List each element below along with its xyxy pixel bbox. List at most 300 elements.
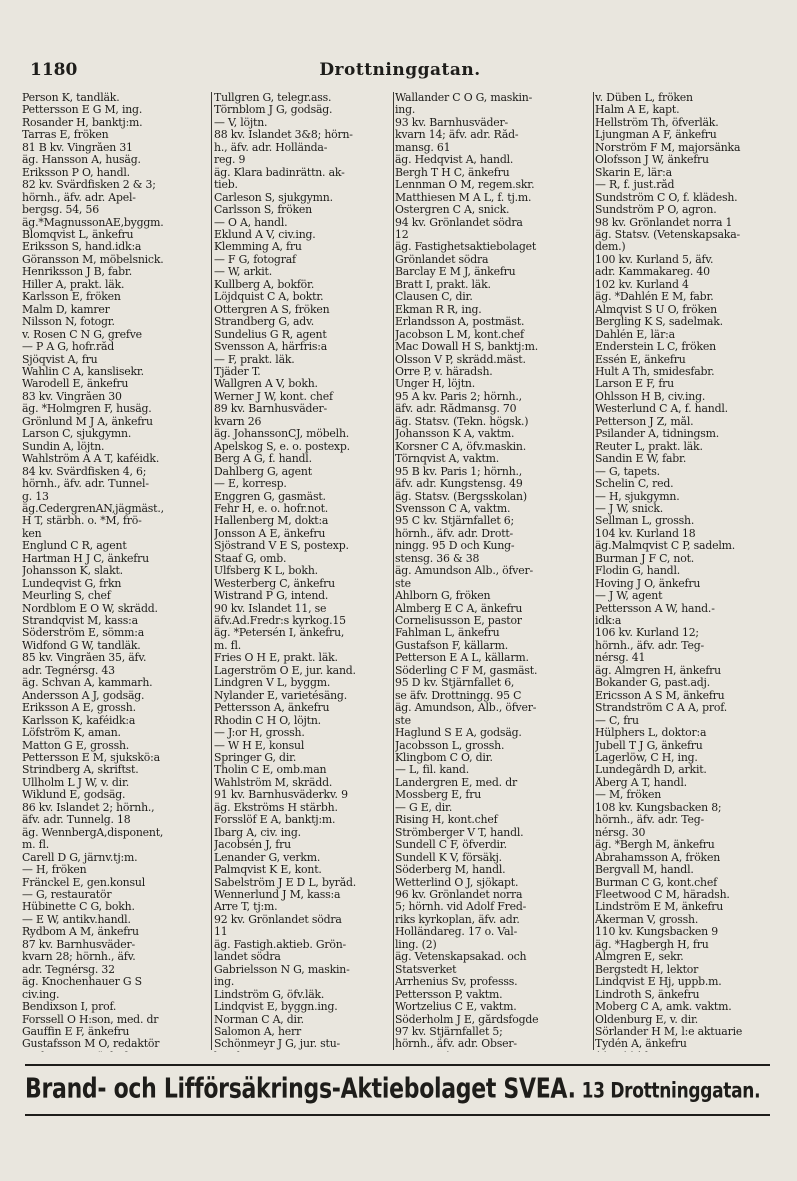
directory-entry: Lennman O M, regem.skr. [395,179,535,192]
directory-entry: Hübinette C G, bokh. [22,901,135,914]
directory-entry: äg. Statsv. (Tekn. högsk.) [395,415,529,428]
footer-rule-bottom [25,1114,770,1116]
directory-entry: äfv. adr. Kungstensg. 49 [395,478,523,491]
directory-entry: Klemming A, fru [214,241,302,254]
directory-entry: Bendixson I, prof. [22,1001,117,1014]
directory-entry: Skarin E, lär:a [595,166,672,179]
directory-entry: Forssell O H:son, med. dr [22,1013,159,1026]
directory-entry: ken [22,527,42,540]
directory-entry: — G, restauratör [22,889,112,901]
directory-entry: Olsson V P, skrädd.mäst. [395,353,526,366]
directory-entry: Strandberg G, adv. [214,316,314,329]
directory-entry: Warodell E, änkefru [22,378,129,391]
directory-entry: idk:a [595,615,622,628]
directory-entry: Sörlander H M, l:e aktuarie [595,1025,743,1038]
directory-entry: Wetterlind O J, sjökapt. [395,876,519,889]
directory-entry: Tarras E, fröken [22,129,109,142]
directory-entry: Ljungman A F, änkefru [595,129,717,142]
directory-entry: Abrahamsson A, fröken [595,851,721,864]
directory-entry: Henriksson J B, fabr. [22,266,132,279]
directory-entry: Sundell C F, öfverdir. [395,839,507,852]
directory-entry: 110 kv. Kungsbacken 9 [595,926,718,939]
directory-entry: Jacobson L M, kont.chef [395,328,524,341]
directory-entry: Cornelisusson E, pastor [395,615,522,628]
directory-entry: Arrhenius Sv, professs. [395,976,518,989]
directory-entry: kvarn 26 [214,415,262,428]
directory-entry: Fränckel E, gen.konsul [22,876,145,889]
page-number: 1180 [30,60,78,80]
directory-entry: — L, fil. kand. [395,764,469,777]
directory-entry: Springer G, dir. [214,752,297,765]
directory-entry: 98 kv. Grönlandet norra 1 [595,216,733,229]
directory-entry: Eriksson S, hand.idk:a [22,241,142,254]
directory-entry: Grönlandet södra [395,253,489,266]
directory-entry: Halm A E, kapt. [595,104,680,117]
directory-entry: Berg A G, f. handl. [214,453,312,466]
directory-entry: Carell D G, järnv.tj:m. [22,851,138,864]
directory-entry: Flodin G, handl. [595,565,680,578]
directory-entry: Fleetwood C M, häradsh. [595,889,730,901]
directory-entry: Matthiesen M A L, f. tj.m. [395,191,532,204]
directory-entry: Unger H, löjtn. [395,378,475,391]
directory-entry: äfv.Ad.Fredr:s kyrkog.15 [214,615,346,628]
directory-entry: Lindgren V L, byggm. [214,677,331,690]
directory-entry: Werner J W, kont. chef [214,390,333,403]
directory-entry: — R, f. just.råd [595,179,675,192]
directory-entry: Enggren G, gasmäst. [214,490,326,503]
directory-entry: Olofsson J W, änkefru [595,154,709,167]
directory-entry: äfv. adr. Rådmansg. 70 [395,403,517,416]
directory-entry: Burman C G, kont.chef [595,876,717,889]
directory-entry: äfv. adr. Tunnelg. 18 [22,814,131,827]
directory-entry: Palmqvist K E, kont. [214,864,322,877]
directory-entry: Sjöqvist A, fru [22,353,98,366]
directory-entry: 85 kv. Vingråen 35, äfv. [22,652,147,665]
directory-entry: Strandqvist M, kass:a [22,615,138,628]
directory-entry: ing. [214,976,235,989]
directory-entry: Hult A Th, smidesfabr. [595,365,715,378]
column-2 [214,92,393,1052]
directory-entry: stensg. 36 & 38 [395,552,480,565]
directory-entry: Johansson K A, vaktm. [395,428,515,441]
directory-entry: Ahlborn G, fröken [395,590,491,603]
directory-entry: äg. Ekströms H stärbh. [214,801,338,814]
directory-entry: Wallander C O G, maskin- [395,92,533,104]
directory-entry: — P A G, hofr.råd [22,341,115,354]
directory-entry: Dahlén E, lär:a [595,328,675,341]
directory-entry: Arre T, tj:m. [214,901,278,914]
directory-entry: äg. Fastighetsaktiebolaget [395,241,537,254]
directory-entry: Sellman L, grossh. [595,515,695,528]
directory-entry: äg. Almgren H, änkefru [595,664,721,677]
directory-entry: Jubell T J G, änkefru [595,739,703,752]
directory-entry: Essén E, änkefru [595,353,686,366]
directory-entry: — M, fröken [595,789,662,802]
directory-entry: — G, tapets. [595,465,660,478]
directory-entry: Landergren E, med. dr [395,776,517,789]
directory-entry: — C, fru [595,714,639,727]
directory-entry: Reuter L, prakt. läk. [595,440,703,453]
directory-entry: Haglund S E A, godsäg. [395,727,522,740]
directory-entry: Pettersson A W, hand.- [595,602,715,615]
directory-entry: äg. Vetenskapsakad. och [395,951,527,964]
directory-entry: Lindqvist E, byggn.ing. [214,1001,338,1014]
directory-entry: Klingbom C O, dir. [395,752,493,765]
directory-entry: 94 kv. Grönlandet södra [395,216,523,229]
directory-entry: Åberg A T, handl. [595,776,687,789]
directory-entry: Enderstein L C, fröken [595,341,716,354]
directory-entry: Johansson K, slakt. [22,565,123,578]
directory-entry: Tholin C E, omb.man [214,764,327,777]
directory-entry: Strindberg A, skriftst. [22,764,139,777]
directory-entry: äg. *Hagbergh H, fru [595,938,709,951]
directory-entry: Norström F M, majorsänka [595,141,741,154]
directory-entry: Wiklund E, godsäg. [22,789,126,802]
directory-entry: hörnh., äfv. adr. Teg- [595,814,705,827]
directory-entry: Wahlström A A T, kaféidk. [22,453,160,466]
directory-entry: äg.*MagnussonAE,byggm. [22,216,164,229]
directory-entry: ningg. 95 D och Kung- [395,540,515,553]
directory-entry: Kullberg A, bokför. [214,278,315,291]
directory-entry: Hiller A, prakt. läk. [22,278,125,291]
directory-entry: 12 [395,228,409,241]
directory-entry: Eriksson A E, grossh. [22,702,136,715]
directory-entry: nérsg. 41 [595,652,646,665]
directory-entry: g. 13 [22,490,49,503]
directory-entry: kvarn 14; äfv. adr. Råd- [395,129,519,142]
directory-entry: reg. 9 [214,154,246,167]
directory-entry: Strömberger V T, handl. [395,826,524,839]
directory-entry: Erlandsson A, postmäst. [395,316,525,329]
directory-entry: 91 kv. Barnhusväderkv. 9 [214,789,348,802]
directory-entry: 102 kv. Kurland 4 [595,278,689,291]
directory-entry: Rydbom A M, änkefru [22,926,139,939]
directory-columns [22,92,778,1052]
directory-entry: Petterson J Z, mål. [595,415,694,428]
directory-entry: Wahlin C A, kanslisekr. [22,365,144,378]
directory-entry: Oldenburg E, v. dir. [595,1013,699,1026]
directory-entry: Ulfsberg K L, bokh. [214,565,318,578]
directory-entry: se äfv. Drottningg. 95 C [395,689,522,702]
directory-entry: civ.ing. [22,988,60,1001]
directory-entry: Holländareg. 17 o. Val- [395,926,518,939]
directory-entry: Tullgren G, telegr.ass. [214,92,332,104]
directory-entry: Pettersson A, änkefru [214,702,330,715]
directory-entry: v. Düben L, fröken [595,92,693,104]
directory-entry: Fahlman L, änkefru [395,627,500,640]
directory-entry: Ottergren A S, fröken [214,303,330,316]
directory-entry: 95 B kv. Paris 1; hörnh., [395,465,523,478]
directory-entry: — J W, agent [595,590,663,603]
directory-entry: — V, löjtn. [214,116,268,129]
directory-entry: Hallenberg M, dokt:a [214,515,329,528]
directory-entry: Clausen C, dir. [395,291,473,304]
directory-entry: Lagerlöw, C H, ing. [595,752,698,765]
directory-entry: — H, sjukgymn. [595,490,680,503]
directory-entry: riks kyrkoplan, äfv. adr. [395,913,520,926]
directory-entry: Jacobsson L, grossh. [395,739,505,752]
directory-entry: Ekman R R, ing. [395,303,482,316]
directory-entry: Tjäder T. [214,365,261,378]
directory-entry: Göransson M, möbelsnick. [22,253,164,266]
directory-entry: nérsg. 30 [595,826,646,839]
directory-entry: Wallgren A V, bokh. [214,378,318,391]
directory-entry: bergsg. 54, 56 [22,204,99,217]
directory-entry: ing. [395,104,416,117]
directory-entry: Burman J F C, not. [595,552,695,565]
directory-entry: Söderling C F M, gasmäst. [395,664,538,677]
directory-entry: äg. Statsv. (Vetenskapsaka- [595,228,740,241]
directory-entry: Wistrand P G, intend. [214,590,329,603]
directory-entry: Söderholm J E, gårdsfogde [395,1013,539,1026]
directory-entry: hörnh., äfv. adr. Apel- [22,191,136,204]
directory-entry: Carleson S, sjukgymn. [214,191,333,204]
directory-entry: Korsner C A, öfv.maskin. [395,440,526,453]
directory-entry: Almgren E, sekr. [595,951,684,964]
directory-entry [395,1051,593,1052]
directory-entry: kvarn 28; hörnh., äfv. [22,951,136,964]
directory-entry: Gauffin E F, änkefru [22,1025,130,1038]
directory-entry: Sundström C O, f. klädesh. [595,191,738,204]
directory-entry: — G E, dir. [395,801,453,814]
directory-entry: Westerberg C, änkefru [214,577,335,590]
directory-entry: Norman C A, dir. [214,1013,304,1026]
directory-entry: Wahlström M, skrädd. [214,776,333,789]
directory-entry: Andersson A J, godsäg. [22,689,145,702]
directory-entry: Matton G E, grossh. [22,739,130,752]
directory-entry: Pettersson E G M, ing. [22,104,143,117]
directory-entry: Löfström K, aman. [22,727,121,740]
directory-entry: Löjdquist C A, boktr. [214,291,324,304]
directory-entry: 84 kv. Svärdfisken 4, 6; [22,465,147,478]
directory-entry: hörnh., äfv. adr. Drott- [395,527,514,540]
directory-entry: Rhodin C H O, löjtn. [214,714,321,727]
directory-entry: 83 kv. Vingråen 30 [22,390,122,403]
directory-entry: Hellström Th, öfverläk. [595,116,719,129]
directory-entry: Karlsson K, kaféidk:a [22,714,136,727]
directory-entry: äg. *Bergh M, änkefru [595,839,715,852]
directory-entry: Svensson A, härfris:a [214,341,328,354]
directory-entry: Jacobsén J, fru [214,839,291,852]
directory-entry: — H, fröken [22,864,87,877]
directory-entry: Åkerman V, grossh. [595,913,699,926]
directory-entry: Bokander G, past.adj. [595,677,710,690]
directory-entry: Strandström C A A, prof. [595,702,727,715]
directory-entry: 5; hörnh. vid Adolf Fred- [395,901,527,914]
directory-entry: Blomqvist L, änkefru [22,228,134,241]
directory-entry: Ohlsson H B, civ.ing. [595,390,706,403]
directory-entry: — E W, antikv.handl. [22,913,131,926]
directory-entry: äg. *Petersén I, änkefru, [214,627,345,640]
directory-entry: Orre P, v. häradsh. [395,365,493,378]
directory-entry: Hülphers L, doktor:a [595,727,707,740]
directory-entry: Lenander G, verkm. [214,851,321,864]
directory-entry: Tydén A, änkefru [595,1038,687,1051]
directory-entry: — O A, handl. [214,216,288,229]
directory-entry: 95 C kv. Stjärnfallet 6; [395,515,514,528]
directory-entry: Malm D, kamrer [22,303,110,316]
directory-entry: Bratt I, prakt. läk. [395,278,491,291]
directory-entry: Nordblom E O W, skrädd. [22,602,158,615]
directory-entry [595,1051,778,1052]
directory-entry: Ibarg A, civ. ing. [214,826,301,839]
directory-entry: äg. *Dahlén E M, fabr. [595,291,714,304]
directory-entry: äg. Amundson, Alb., öfver- [395,702,537,715]
directory-entry: Lindqvist E Hj, uppb.m. [595,976,722,989]
page-header [30,60,770,84]
directory-entry: 87 kv. Barnhusväder- [22,938,135,951]
directory-entry: ste [395,714,411,727]
directory-entry: Mossberg E, fru [395,789,482,802]
directory-entry: Bergh T H C, änkefru [395,166,510,179]
directory-entry: 86 kv. Islandet 2; hörnh., [22,801,155,814]
directory-entry: 95 A kv. Paris 2; hörnh., [395,390,522,403]
directory-entry: Gustafson F, källarm. [395,639,508,652]
directory-entry: tieb. [214,179,238,192]
directory-entry: Person K, tandläk. [22,92,120,104]
directory-entry: Gabrielsson N G, maskin- [214,963,350,976]
directory-entry: 82 kv. Svärdfisken 2 & 3; [22,179,156,192]
directory-entry: Törnblom J G, godsäg. [214,104,333,117]
directory-entry: Salomon A, herr [214,1025,302,1038]
directory-entry: äg.CedergrenAN,jägmäst., [22,502,164,515]
directory-entry: Almberg E C A, änkefru [395,602,523,615]
directory-entry: 93 kv. Barnhusväder- [395,116,508,129]
directory-entry: — W, arkit. [214,266,272,279]
directory-entry: Hartman H J C, änkefru [22,552,149,565]
directory-entry: äg. *Holmgren F, husäg. [22,403,152,416]
directory-entry: Gustafsson M O, redaktör [22,1038,160,1051]
directory-entry: v. Rosen C N G, grefve [22,328,142,341]
directory-entry: Karlsson E, fröken [22,291,121,304]
directory-entry: äg. Fastigh.aktieb. Grön- [214,938,347,951]
directory-entry: Bergvall M, handl. [595,864,694,877]
directory-entry: m. fl. [214,639,242,652]
column-4 [595,92,778,1052]
directory-entry: Barclay E M J, änkefru [395,266,516,279]
directory-entry: Östergren C A, snick. [395,204,510,217]
directory-entry: Westerlund C A, f. handl. [595,403,728,416]
directory-entry: ste [395,577,411,590]
directory-entry: Staaf G, omb. [214,552,287,565]
directory-entry: Ericsson A S M, änkefru [595,689,725,702]
directory-entry: Widfond G W, tandläk. [22,639,141,652]
directory-entry: Schelin C, red. [595,478,674,491]
directory-entry: äg. Amundson Alb., öfver- [395,565,533,578]
directory-entry: Lundegårdh D, arkit. [595,764,707,777]
directory-entry: landet södra [214,951,281,964]
directory-entry: Meurling S, chef [22,590,111,603]
directory-entry: äg. Hansson A, husäg. [22,154,141,167]
running-title: Drottninggatan. [319,60,481,80]
directory-entry: 97 kv. Stjärnfallet 5; [395,1025,503,1038]
directory-entry: h., äfv. adr. Hollända- [214,141,328,154]
directory-entry: Eklund A V, civ.ing. [214,228,316,241]
directory-entry: Forsslöf E A, banktj:m. [214,814,336,827]
column-3 [395,92,593,1052]
directory-entry: Nylander E, varietésäng. [214,689,347,702]
directory-entry: Hoving J O, änkefru [595,577,701,590]
directory-entry: 106 kv. Kurland 12; [595,627,699,640]
directory-entry: äg. WennbergA,disponent, [22,826,164,839]
directory-entry: adr. Kammakareg. 40 [595,266,710,279]
directory-entry: Carlsson S, fröken [214,204,312,217]
directory-entry: Wortzelius C E, vaktm. [395,1001,517,1014]
directory-entry: äg. JohanssonCJ, möbelh. [214,428,350,441]
directory-entry: 88 kv. Islandet 3&8; hörn- [214,129,353,142]
directory-entry: Lindström G, öfv.läk. [214,988,325,1001]
directory-entry: Bergstedt H, lektor [595,963,699,976]
directory-entry: — F G, fotograf [214,253,296,266]
directory-entry: hörnh., äfv. adr. Teg- [595,639,705,652]
advertiser-address: 13 Drottninggatan. [581,1078,761,1104]
directory-entry: Larson E F, fru [595,378,674,391]
directory-entry: Nilsson N, fotogr. [22,316,115,329]
directory-entry: Svensson C A, vaktm. [395,502,511,515]
directory-entry: adr. Tegnérsg. 32 [22,963,115,976]
directory-entry: Larson C, sjukgymn. [22,428,132,441]
directory-entry: 11 [214,926,228,939]
directory-entry: Söderberg M, handl. [395,864,506,877]
directory-entry: Söderström E, sömm:a [22,627,144,640]
directory-entry: Wennerlund J M, kass:a [214,889,341,901]
column-rule [393,92,394,1050]
directory-entry: 100 kv. Kurland 5, äfv. [595,253,714,266]
directory-entry: ling. (2) [395,938,437,951]
directory-entry: Moberg C A, amk. vaktm. [595,1001,732,1014]
directory-entry: H T, stärbh. o. *M, frö- [22,515,142,528]
directory-entry: Sundström P O, agron. [595,204,717,217]
directory-entry: 89 kv. Barnhusväder- [214,403,327,416]
directory-entry: Sundelius G R, agent [214,328,327,341]
directory-entry: Schönmeyr J G, jur. stu- [214,1038,340,1051]
directory-entry: äg. Knochenhauer G S [22,976,142,989]
directory-entry: Fries O H E, prakt. läk. [214,652,338,665]
directory-entry: Petterson E A L, källarm. [395,652,529,665]
directory-entry: — J:or H, grossh. [214,727,305,740]
directory-entry: äg. Hedqvist A, handl. [395,154,514,167]
directory-entry: 92 kv. Grönlandet södra [214,913,342,926]
directory-entry: Bergling K S, sadelmak. [595,316,723,329]
directory-entry: m. fl. [22,839,50,852]
directory-entry: Jonsson A E, änkefru [214,527,326,540]
directory-entry: Sabelström J E D L, byråd. [214,876,357,889]
directory-entry: Apelskog S, e. o. postexp. [214,440,350,453]
directory-entry: — E, korresp. [214,478,287,491]
directory-entry: Pettersson P, vaktm. [395,988,503,1001]
directory-entry: Fehr H, e. o. hofr.not. [214,502,329,515]
directory-entry: äg. Klara badinrättn. ak- [214,166,345,179]
advertiser-name: Brand- och Lifförsäkrings-Aktiebolaget SVEA. [25,1073,576,1105]
directory-entry: Rosander H, banktj:m. [22,116,143,129]
directory-entry: — J W, snick. [595,502,664,515]
directory-entry: Psilander A, tidningsm. [595,428,720,441]
directory-entry: äg.Malmqvist C P, sadelm. [595,540,736,553]
directory-entry: Sjöstrand V E S, postexp. [214,540,349,553]
directory-entry [214,1051,393,1052]
advertisement-footer [25,1065,770,1115]
directory-entry: 96 kv. Grönlandet norra [395,889,523,901]
directory-entry: äg. Statsv. (Bergsskolan) [395,490,527,503]
directory-entry: Statsverket [395,963,457,976]
directory-entry: Lundeqvist G, frkn [22,577,122,590]
directory-entry: — W H E, konsul [214,739,305,752]
directory-entry: 81 B kv. Vingråen 31 [22,141,133,154]
directory-entry: Sundell K V, försäkj. [395,851,502,864]
directory-entry [22,1051,213,1052]
directory-entry: äg. Schvan A, kammarh. [22,677,153,690]
directory-entry: hörnh., äfv. adr. Obser- [395,1038,517,1051]
